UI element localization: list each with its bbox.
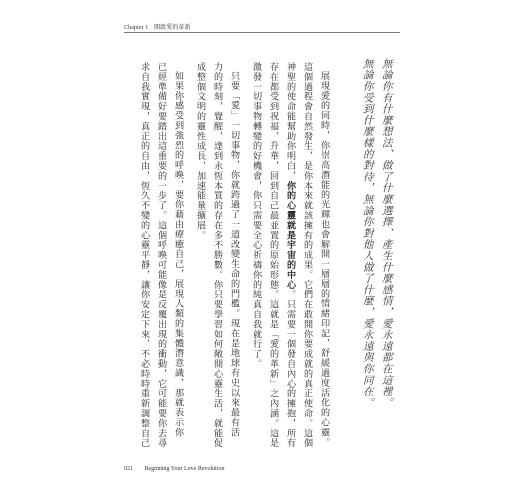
paragraph-1-line-3 [285, 62, 295, 448]
quote-line-2: 無論你受到什麼樣的對待，無論你對他人做了什麼，愛永遠與你同在。 [361, 58, 375, 409]
paragraph-1-line-2: 這個過程會自然發生，是你本來就該擁有的成果。它們在敢開你要成就的真正使命。這個 [302, 62, 313, 449]
paragraph-1-line-4: 存在都受到祝福，升華，回到自己最並置的原始形態。這就是「愛的革新」之內涵。這是 [268, 62, 279, 449]
chapter-label: Chapter 1 [124, 25, 149, 31]
page-number: 021 [124, 466, 133, 472]
page-footer [124, 466, 225, 472]
paragraph-1-line-3-end: 。只需要一個發自內心的擁抱，所有 [285, 289, 296, 449]
paragraph-3-line-1: 如果你感受到強烈的呼喚，要你藉由療癒自己，展現人類的集體潛意識，那就表示你 [173, 71, 184, 438]
paragraph-2-line-1: 只要「愛」一切事物，你就跨過了一道改變生命的門檻。現在是地球有史以來最有活 [229, 71, 240, 438]
paragraph-1-line-3-start: 神聖的使命能幫助你明白， [285, 62, 296, 181]
paragraph-3-line-3: 求自我實現，真正的自由，恆久不變的心靈平靜，讓你安定下來，不必時時重新調整自己 [139, 62, 150, 449]
paragraph-2-line-2: 力的時刻，覺醒，達到永恆本質的存在多不勝數。你只要學習如何敞開心靈生活，就能促 [212, 62, 223, 449]
header-divider [124, 32, 400, 33]
emphasis-text: 你的心靈就是宇宙的中心 [285, 180, 297, 290]
paragraph-1-line-1: 展現愛的同時，你崇高潛能的光輝也會解開一層層的情緒印記，舒緩過度活化的心靈。 [319, 71, 330, 448]
book-title: Beginning Your Love Revolution [144, 466, 225, 472]
paragraph-2-line-3: 成整個文明的靈性成長，加速能量擴展。 [195, 62, 206, 241]
paragraph-1-line-5: 激發一切事物轉變的好機會，你只需要全心祈禱你的純真自我就行了。 [251, 62, 262, 369]
paragraph-3-line-2: 已經準備好要踏出這重要的一步了。這個呼喚可能像是反覆出現的衝動，它可能要你去尋 [156, 62, 167, 449]
running-header [124, 22, 195, 31]
chapter-title: 開啟愛的革新 [154, 25, 191, 31]
quote-line-1: 無論你有什麼想法、做了什麼選擇、產生什麼感情，愛永遠都在這裡。 [380, 58, 394, 409]
